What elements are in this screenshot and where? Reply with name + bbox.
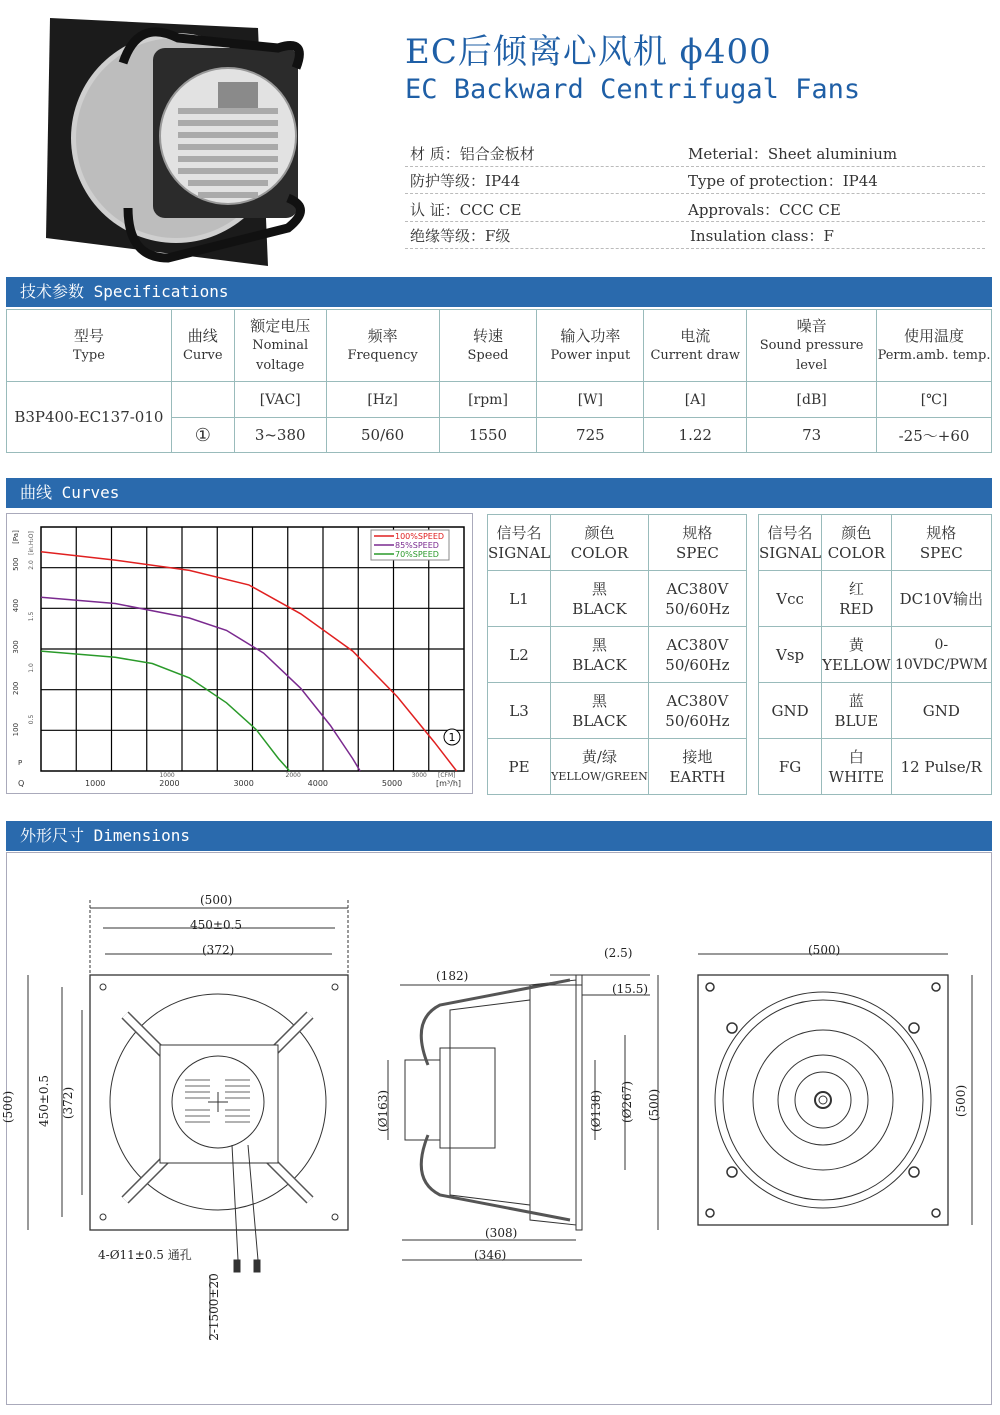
y-tick-pa: 400 [12,598,20,613]
cell-value: -25～+60 [877,418,992,453]
x-tick-m3h: 4000 [307,779,329,788]
sig-color: 黄 YELLOW [822,627,892,683]
legend-label-2: 70%SPEED [395,550,439,559]
sig-name: Vsp [759,627,822,683]
th-voltage: 额定电压 Nominal voltage [234,310,326,382]
sig-name: Vcc [759,571,822,627]
x-tick-m3h: 5000 [381,779,403,788]
th-signal: 信号名 SIGNAL [488,515,551,571]
dim-holes: 4-Ø11±0.5 通孔 [98,1248,192,1262]
sig-name: L1 [488,571,551,627]
dim-front-v372: (372) [61,1086,76,1120]
x-tick-m3h: 3000 [233,779,254,788]
prop-material-cn: 材 质：铝合金板材 [410,145,535,163]
section-bar-specs: 技术参数 Specifications [6,277,992,307]
th-color: 颜色 COLOR [551,515,649,571]
dim-back-v500: (500) [954,1084,969,1118]
cell-unit: [dB] [747,382,877,418]
y-unit-inh2o: [in.H₂O] [28,531,35,555]
cell-unit: [Hz] [326,382,439,418]
dim-side-346: (346) [474,1248,507,1262]
th-speed: 转速 Speed [439,310,537,382]
x-tick-cfm: 1000 [159,772,175,779]
cell-curve: ① [171,418,234,453]
back-view-drawing [690,940,990,1240]
dim-side-267: (Ø267) [620,1080,635,1124]
product-photo [28,8,328,270]
sig-spec: DC10V输出 [891,571,991,627]
section-bar-dimensions: 外形尺寸 Dimensions [6,821,992,851]
dim-front-450: 450±0.5 [190,918,243,932]
cell-type: B3P400-EC137-010 [7,382,172,453]
cell-unit: [℃] [877,382,992,418]
signal-table-left [487,514,747,795]
divider [405,248,985,249]
th-color: 颜色 COLOR [822,515,892,571]
x-tick-cfm: 3000 [411,772,427,779]
sig-spec: GND [891,683,991,739]
th-spec: 规格 SPEC [648,515,746,571]
th-sound: 噪音 Sound pressure level [747,310,877,382]
performance-chart [6,513,473,794]
y-tick-inh2o: 1.5 [28,611,35,622]
x-tick-cfm: 2000 [285,772,301,779]
curve-marker: 1 [448,731,456,744]
dim-front-500: (500) [200,893,233,907]
y-tick-inh2o: 1.0 [28,663,35,673]
sig-color: 蓝 BLUE [822,683,892,739]
sig-spec: 0-10VDC/PWM [891,627,991,683]
axis-q: Q [18,779,25,788]
cell-value: 73 [747,418,877,453]
dim-back-500: (500) [808,943,841,957]
cell-unit: [A] [644,382,747,418]
sig-color: 白 WHITE [822,739,892,795]
th-frequency: 频率 Frequency [326,310,439,382]
th-temp: 使用温度 Perm.amb. temp. [877,310,992,382]
y-unit-pa: [Pa] [12,530,20,544]
sig-spec: AC380V 50/60Hz [648,683,746,739]
sig-name: PE [488,739,551,795]
sig-color: 黑 BLACK [551,627,649,683]
cell-value: 1550 [439,418,537,453]
dim-side-2-5: (2.5) [604,946,633,960]
sig-spec: AC380V 50/60Hz [648,627,746,683]
sig-color: 黑 BLACK [551,571,649,627]
cell-unit: [W] [537,382,644,418]
dim-side-163: (Ø163) [376,1089,391,1133]
th-current: 电流 Current draw [644,310,747,382]
dim-side-138: (Ø138) [589,1089,604,1133]
legend-label-1: 85%SPEED [395,541,439,550]
y-tick-inh2o: 2.0 [28,560,35,570]
x-tick-m3h: 2000 [159,779,180,788]
axis-p: P [18,759,23,767]
cell-value: 3~380 [234,418,326,453]
title-en: EC Backward Centrifugal Fans [405,74,861,105]
dim-side-v500: (500) [647,1088,662,1122]
dim-front-372: (372) [202,943,235,957]
dim-side-15-5: (15.5) [612,982,649,996]
prop-approvals-cn: 认 证：CCC CE [410,201,522,219]
cell-value: 1.22 [644,418,747,453]
y-tick-pa: 500 [12,557,20,571]
signal-table-right [758,514,992,795]
sig-color: 黑 BLACK [551,683,649,739]
x-tick-m3h: 1000 [85,779,106,788]
sig-color: 红 RED [822,571,892,627]
x-unit-m3h: [m³/h] [436,779,462,788]
th-curve: 曲线 Curve [171,310,234,382]
divider [405,166,985,167]
cell-value: 725 [537,418,644,453]
dim-side-182: (182) [436,969,469,983]
dim-side-308: (308) [485,1226,518,1240]
sig-spec: AC380V 50/60Hz [648,571,746,627]
y-tick-inh2o: 0.5 [28,714,35,725]
th-signal: 信号名 SIGNAL [759,515,822,571]
th-type: 型号 Type [7,310,172,382]
sig-color: 黄/绿 YELLOW/GREEN [551,739,649,795]
sig-name: L2 [488,627,551,683]
sig-name: FG [759,739,822,795]
prop-insulation-en: Insulation class：F [690,227,834,245]
divider [405,193,985,194]
title-cn: EC后倾离心风机 ϕ400 [405,32,772,72]
prop-protection-cn: 防护等级：IP44 [410,172,521,190]
prop-protection-en: Type of protection：IP44 [688,172,878,190]
sig-name: GND [759,683,822,739]
cell-blank [171,382,234,418]
cell-unit: [rpm] [439,382,537,418]
section-bar-curves: 曲线 Curves [6,478,992,508]
dim-front-v500: (500) [1,1090,16,1124]
legend-label-0: 100%SPEED [395,532,445,541]
y-tick-pa: 300 [12,640,20,654]
dim-cable: 2-1500±20 [206,1273,221,1341]
x-unit-cfm: [CFM] [438,772,456,779]
dim-front-v450: 450±0.5 [37,1074,52,1128]
cell-value: 50/60 [326,418,439,453]
divider [405,221,985,222]
sig-name: L3 [488,683,551,739]
prop-material-en: Meterial：Sheet aluminium [688,145,898,163]
cell-unit: [VAC] [234,382,326,418]
th-power: 输入功率 Power input [537,310,644,382]
sig-spec: 接地 EARTH [648,739,746,795]
th-spec: 规格 SPEC [891,515,991,571]
sig-spec: 12 Pulse/R [891,739,991,795]
y-tick-pa: 100 [12,722,20,737]
prop-insulation-cn: 绝缘等级：F级 [410,227,511,245]
y-tick-pa: 200 [12,681,20,695]
prop-approvals-en: Approvals：CCC CE [688,201,841,219]
spec-table [6,309,992,453]
